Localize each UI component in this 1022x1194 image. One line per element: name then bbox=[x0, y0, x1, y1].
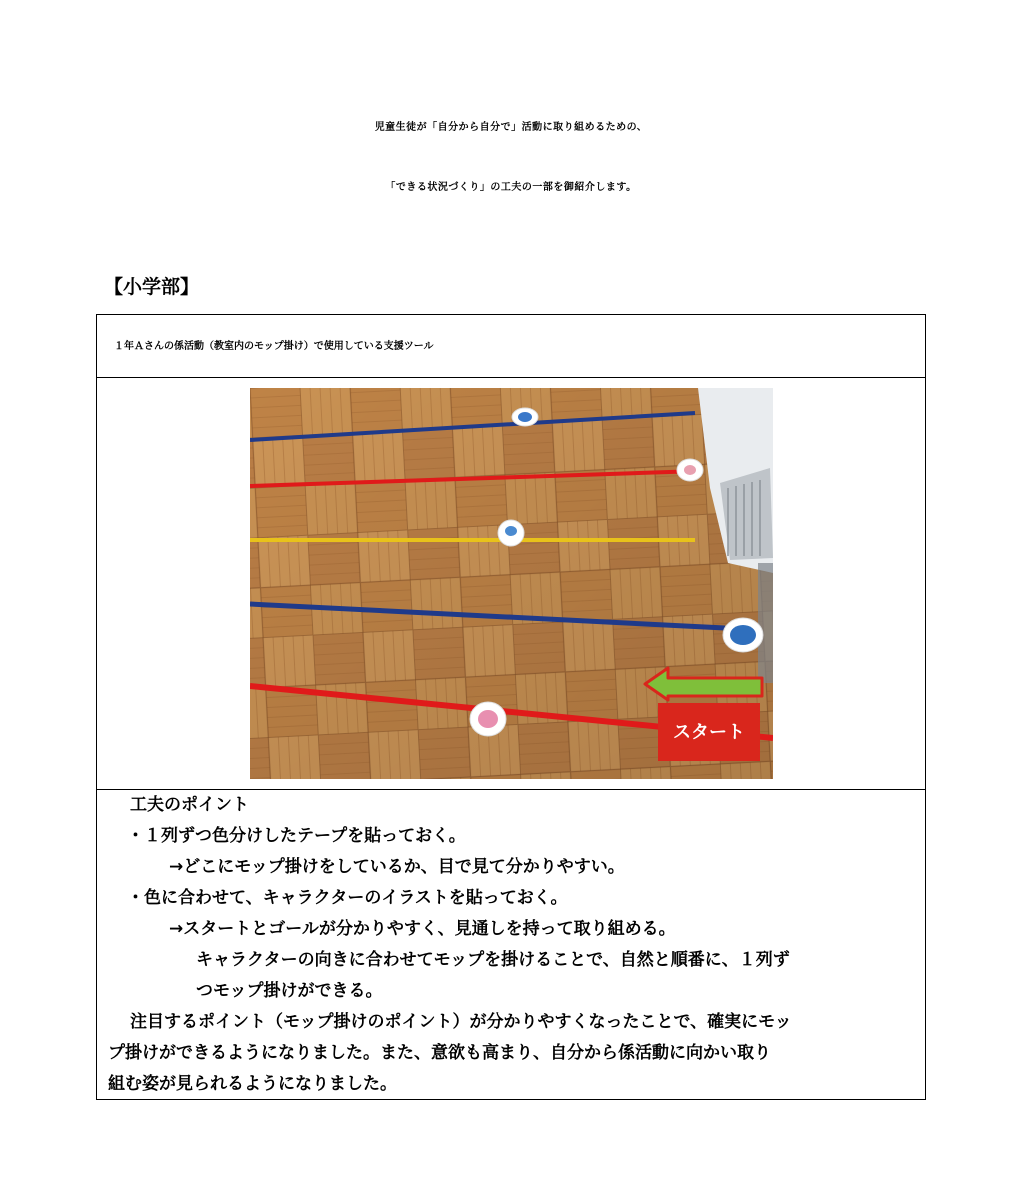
detail-line-1: キャラクターの向きに合わせてモップを掛けることで、自然と順番に、１列ず bbox=[196, 950, 790, 970]
section-heading: 【小学部】 bbox=[104, 276, 200, 298]
summary-line-3: 組む姿が見られるようになりました。 bbox=[108, 1074, 397, 1094]
character-sticker-4 bbox=[723, 618, 763, 652]
character-sticker-3 bbox=[498, 520, 524, 546]
character-sticker-1 bbox=[512, 408, 538, 426]
result-2: →スタートとゴールが分かりやすく、見通しを持って取り組める。 bbox=[169, 919, 676, 939]
floor-photo-svg bbox=[250, 388, 773, 779]
intro-line-1: 児童生徒が「自分から自分で」活動に取り組めるための、 bbox=[374, 122, 648, 133]
result-1: →どこにモップ掛けをしているか、目で見て分かりやすい。 bbox=[169, 857, 625, 877]
summary-line-2: プ掛けができるようになりました。また、意欲も高まり、自分から係活動に向かい取り bbox=[108, 1043, 771, 1063]
photo-cell bbox=[97, 378, 925, 790]
points-heading: 工夫のポイント bbox=[130, 795, 249, 815]
summary-line-1: 注目するポイント（モップ掛けのポイント）が分かりやすくなったことで、確実にモッ bbox=[130, 1012, 792, 1032]
intro-line-2: 「できる状況づくり」の工夫の一部を御紹介します。 bbox=[385, 182, 637, 193]
floor-photo bbox=[250, 388, 773, 779]
start-label: スタート bbox=[673, 722, 745, 743]
detail-line-2: つモップ掛けができる。 bbox=[196, 981, 383, 1001]
bullet-2: ・色に合わせて、キャラクターのイラストを貼っておく。 bbox=[127, 888, 568, 908]
box-title: １年Ａさんの係活動（教室内のモップ掛け）で使用している支援ツール bbox=[97, 315, 925, 378]
start-label-box bbox=[658, 703, 760, 761]
character-sticker-5 bbox=[470, 702, 506, 736]
bullet-1: ・１列ずつ色分けしたテープを貼っておく。 bbox=[127, 826, 466, 846]
support-tool-box bbox=[96, 314, 926, 1100]
character-sticker-2 bbox=[677, 459, 703, 481]
